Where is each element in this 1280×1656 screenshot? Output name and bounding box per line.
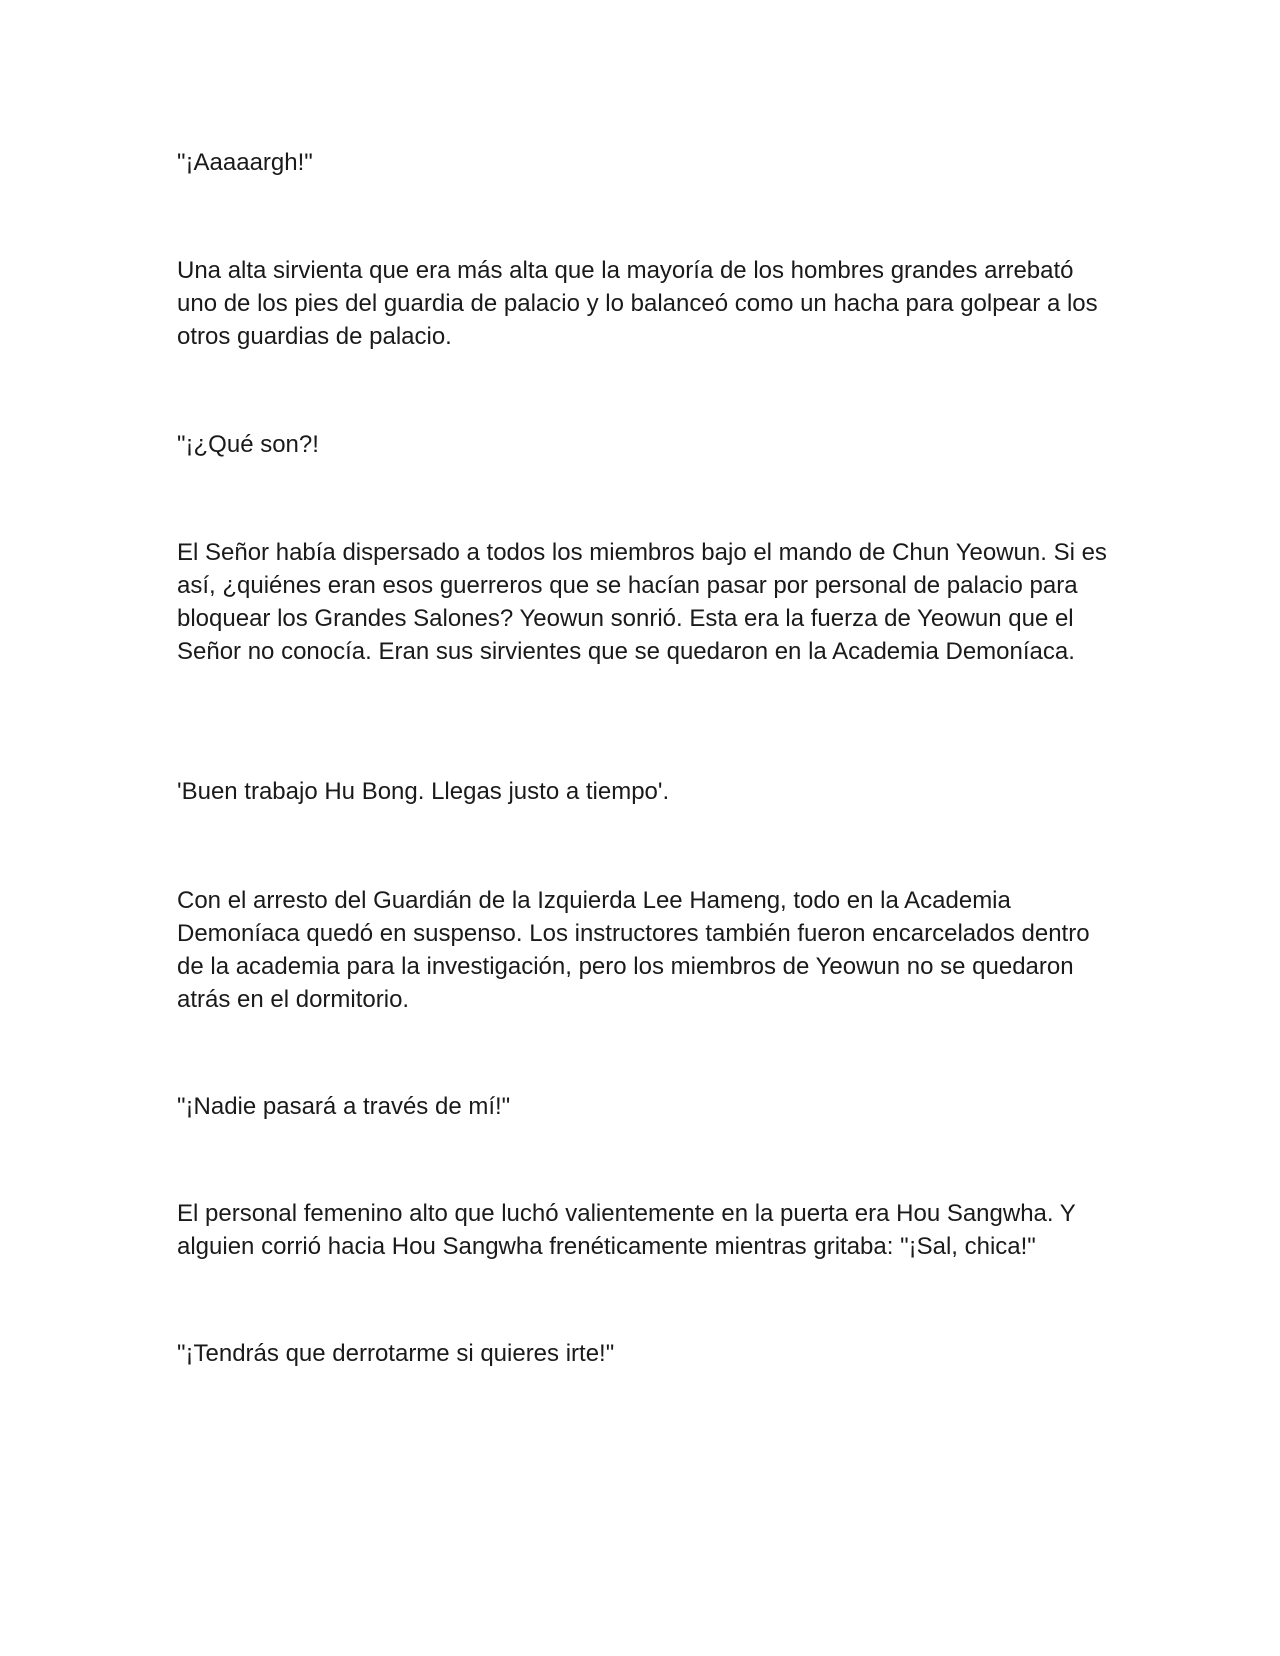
paragraph-8: El personal femenino alto que luchó valientemente en la puerta era Hou Sangwha. Y alguien corrió hacia Hou Sangwha frenéticamente mientras gritaba: "¡Sal, chica!" <box>177 1200 1076 1260</box>
paragraph-5: 'Buen trabajo Hu Bong. Llegas justo a tiempo'. <box>177 778 670 805</box>
paragraph-9: "¡Tendrás que derrotarme si quieres irte!" <box>177 1340 615 1367</box>
paragraph-2: Una alta sirvienta que era más alta que la mayoría de los hombres grandes arrebató uno de los pies del guardia de palacio y lo balanceó como un hacha para golpear a los otros guardias de palacio. <box>177 257 1098 350</box>
paragraph-6: Con el arresto del Guardián de la Izquierda Lee Hameng, todo en la Academia Demoníaca quedó en suspenso. Los instructores también fueron encarcelados dentro de la academia para la investigación, pero los miembros de Yeowun no se quedaron atrás en el dormitorio. <box>177 887 1090 1013</box>
paragraph-3: "¡¿Qué son?! <box>177 431 319 458</box>
paragraph-1: "¡Aaaaargh!" <box>177 149 313 176</box>
paragraph-7: "¡Nadie pasará a través de mí!" <box>177 1093 511 1120</box>
paragraph-4: El Señor había dispersado a todos los miembros bajo el mando de Chun Yeowun. Si es así, ¿quiénes eran esos guerreros que se hacían pasar por personal de palacio para bloquear los Grandes Salones? Yeowun sonrió. Esta era la fuerza de Yeowun que el Señor no conocía. Eran sus sirvientes que se quedaron en la Academia Demoníaca. <box>177 539 1107 665</box>
